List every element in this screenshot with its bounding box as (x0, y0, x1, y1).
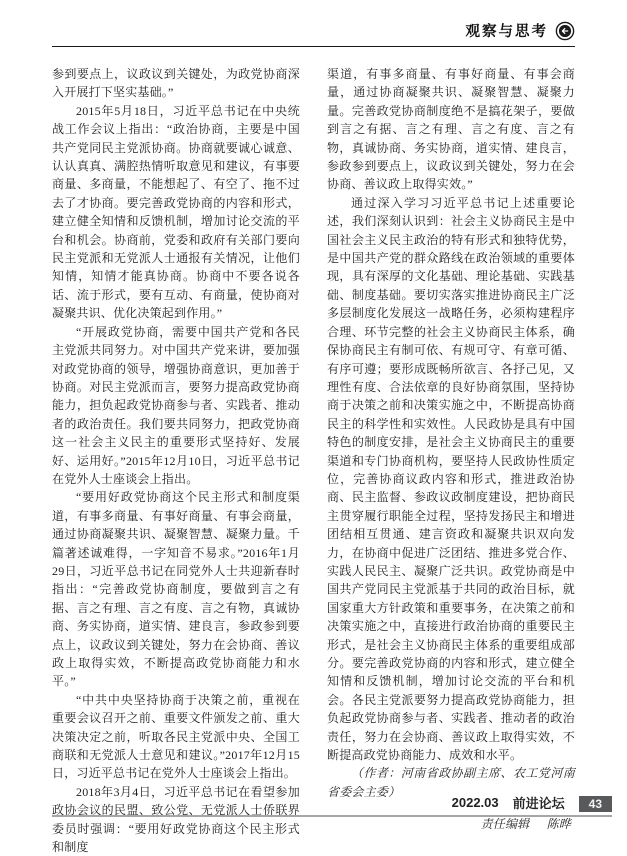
editor-line (327, 815, 575, 833)
article-paragraph: 参到要点上，议政议到关键处，为政党协商深入开展打下坚实基础。” (52, 67, 300, 100)
footer-issue: 2022.03 (451, 795, 499, 810)
article-paragraph: “开展政党协商，需要中国共产党和各民主党派共同努力。对中国共产党来讲，要加强对政党协商的领导，增强协商意识，更加善于协商。对民主党派而言，要努力提高政党协商能力，担负起政党协商参与者、实践者、推动者的政治责任。我们要共同努力，把政党协商这一社会主义民主的重要形式坚持好、发展好、运用好。”2015年12月10日，习近平总书记在党外人士座谈会上指出。 (52, 324, 300, 486)
footer-journal-name: 前进论坛 (512, 796, 565, 811)
circled-left-arrow-icon (555, 21, 575, 41)
article-paragraph: 2018年3月4日，习近平总书记在看望参加政协会议的民盟、致公党、无党派人士侨联界委员时强调：“要用好政党协商这个民主形式和制度 (52, 784, 300, 855)
editor-name: 陈晔 (546, 817, 571, 832)
page-header (52, 20, 575, 47)
page-number-badge: 43 (579, 796, 612, 812)
article-paragraph: 2015年5月18日，习近平总书记在中央统战工作会议上指出：“政治协商，主要是中国共产党同民主党派协商。协商就要诚心诚意、认认真真、满腔热情听取意见和建议，有事要商量、多商量，不能想起了、有空了、拖不过去了才协商。要完善政党协商的内容和形式，建立健全知情和反馈机制，增加讨论交流的平台和机会。协商前，党委和政府有关部门要向民主党派和无党派人士通报有关情况，让他们知情，知情才能真协商。协商中不要各说各话、流于形式，要有互动、有商量，使协商对凝聚共识、优化决策起到作用。” (52, 103, 300, 321)
editor-label: 责任编辑 (480, 817, 530, 832)
section-title: 观察与思考 (465, 24, 548, 40)
article-paragraph: 渠道，有事多商量、有事好商量、有事会商量，通过协商凝聚共识、凝聚智慧、凝聚力量。完善政党协商制度绝不是搞花架子，要做到言之有据、言之有理、言之有度、言之有物，真诚协商、务实协商，道实情、建良言，参政参到要点上，议政议到关键处，努力在会协商、善议政上取得实效。” (327, 67, 575, 192)
article-column-left (52, 65, 300, 855)
article-paragraph: 通过深入学习习近平总书记上述重要论述，我们深刻认识到：社会主义协商民主是中国社会主义民主政治的特有形式和独特优势，是中国共产党的群众路线在政治领域的重要体现，具有深厚的文化基础、理论基础、实践基础、制度基础。要切实落实推进协商民主广泛多层制度化发展这一战略任务，必须构建程序合理、环节完整的社会主义协商民主体系，确保协商民主有制可依、有规可守、有章可循、有序可遵；要形成既畅所欲言、各抒己见，又理性有度、合法依章的良好协商氛围，坚持协商于决策之前和决策实施之中，不断提高协商民主的科学性和实效性。人民政协是具有中国特色的制度安排，是社会主义协商民主的重要渠道和专门协商机构，要坚持人民政协性质定位，完善协商议政内容和形式，推进政治协商、民主监督、参政议政制度建设，把协商民主贯穿履行职能全过程，坚持发扬民主和增进团结相互贯通、建言资政和凝聚共识双向发力，在协商中促进广泛团结、推进多党合作、实践人民民主、凝聚广泛共识。政党协商是中国共产党同民主党派基于共同的政治目标，就国家重大方针政策和重要事务，在决策之前和决策实施之中，直接进行政治协商的重要民主形式，是社会主义协商民主体系的重要组成部分。要完善政党协商的内容和形式，建立健全知情和反馈机制，增加讨论交流的平台和机会。各民主党派要努力提高政党协商能力，担负起政党协商参与者、实践者、推动者的政治责任，努力在会协商、善议政上取得实效，不断提高政党协商能力、成效和水平。 (327, 195, 575, 763)
article-paragraph: “中共中央坚持协商于决策之前，重视在重要会议召开之前、重要文件颁发之前、重大决策决定之前，听取各民主党派中央、全国工商联和无党派人士意见和建议。”2017年12月15日，习近平总书记在党外人士座谈会上指出。 (52, 692, 300, 781)
page-footer (52, 793, 612, 817)
article-paragraph: “要用好政党协商这个民主形式和制度渠道，有事多商量、有事好商量、有事会商量，通过协商凝聚共识、凝聚智慧、凝聚力量。千篇著述诚难得，一字知音不易求。”2016年1月29日，习近平总书记在同党外人士共迎新春时指出：“完善政党协商制度，要做到言之有据、言之有理、言之有度、言之有物，真诚协商、务实协商，道实情、建良言，参政参到要点上，议政议到关键处，努力在会协商、善议政上取得实效，不断提高政党协商能力和水平。” (52, 490, 300, 689)
author-note: （作者：河南省政协副主席、农工党河南省委会主委） (327, 766, 575, 799)
